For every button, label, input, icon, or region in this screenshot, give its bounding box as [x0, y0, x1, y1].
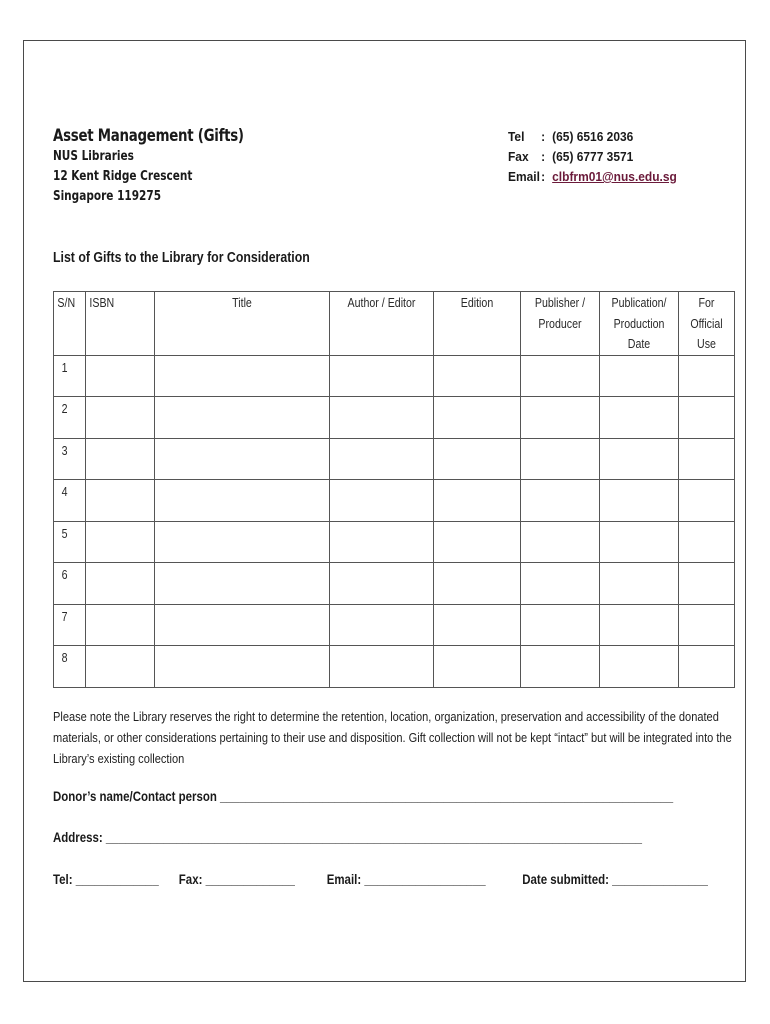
table-cell[interactable]: [155, 646, 330, 688]
donor-name-field[interactable]: Donor’s name/Contact person _______________________________________________________________________: [53, 789, 674, 804]
form-page: [23, 40, 746, 982]
table-row: [54, 480, 735, 522]
address-field[interactable]: Address: ____________________________________________________________________________________: [53, 830, 643, 845]
column-header-label: S/N: [57, 296, 76, 310]
table-cell[interactable]: [86, 480, 155, 522]
list-heading: List of Gifts to the Library for Consideration: [53, 250, 310, 266]
table-cell[interactable]: [679, 397, 735, 439]
column-header-publication-date: [600, 292, 679, 356]
table-cell[interactable]: [521, 521, 600, 563]
table-cell[interactable]: [600, 438, 679, 480]
table-cell[interactable]: [521, 355, 600, 397]
row-number-cell: [54, 480, 86, 522]
row-number-cell: [54, 397, 86, 439]
organization-block: [53, 125, 265, 207]
table-cell[interactable]: [330, 646, 434, 688]
table-cell[interactable]: [330, 355, 434, 397]
table-cell[interactable]: [521, 480, 600, 522]
table-cell[interactable]: [521, 646, 600, 688]
contact-label: Email: [508, 169, 540, 184]
table-row: [54, 563, 735, 605]
table-cell[interactable]: [679, 355, 735, 397]
column-header-label: Author / Editor: [347, 296, 416, 310]
table-cell[interactable]: [434, 604, 521, 646]
row-number-cell: [54, 438, 86, 480]
table-cell[interactable]: [521, 563, 600, 605]
row-number: 8: [61, 651, 68, 665]
row-number-cell: [54, 563, 86, 605]
contact-fax: [508, 147, 677, 167]
table-cell[interactable]: [434, 521, 521, 563]
address-line-1: NUS Libraries: [53, 149, 134, 164]
table-cell[interactable]: [155, 397, 330, 439]
table-cell[interactable]: [600, 563, 679, 605]
column-header-edition: [434, 292, 521, 356]
row-number-cell: [54, 646, 86, 688]
table-cell[interactable]: [679, 604, 735, 646]
table-cell[interactable]: [330, 480, 434, 522]
table-cell[interactable]: [86, 563, 155, 605]
table-cell[interactable]: [155, 563, 330, 605]
fax-field[interactable]: Fax: ______________: [178, 872, 295, 887]
table-cell[interactable]: [434, 646, 521, 688]
row-number: 6: [61, 568, 68, 582]
table-row: [54, 355, 735, 397]
table-cell[interactable]: [330, 397, 434, 439]
contact-label: Tel: [508, 129, 525, 144]
table-cell[interactable]: [434, 355, 521, 397]
table-row: [54, 521, 735, 563]
table-header-row: [54, 292, 735, 356]
column-header-label: For Official Use: [690, 296, 723, 351]
tel-field[interactable]: Tel: _____________: [53, 872, 159, 887]
table-cell[interactable]: [679, 480, 735, 522]
table-cell[interactable]: [434, 397, 521, 439]
column-header-label: Edition: [460, 296, 494, 310]
row-number: 7: [61, 609, 68, 624]
table-cell[interactable]: [600, 355, 679, 397]
email-field[interactable]: Email: ___________________: [326, 872, 486, 887]
table-cell[interactable]: [679, 438, 735, 480]
table-cell[interactable]: [600, 480, 679, 522]
contact-tel: [508, 127, 677, 147]
column-header-label: Publisher / Producer: [534, 296, 586, 331]
row-number: 1: [61, 360, 68, 375]
table-cell[interactable]: [86, 646, 155, 688]
table-cell[interactable]: [330, 521, 434, 563]
contact-value: (65) 6516 2036: [552, 129, 634, 144]
table-row: [54, 438, 735, 480]
table-cell[interactable]: [86, 438, 155, 480]
table-row: [54, 646, 735, 688]
table-cell[interactable]: [434, 438, 521, 480]
table-cell[interactable]: [600, 646, 679, 688]
table-cell[interactable]: [155, 480, 330, 522]
table-cell[interactable]: [86, 397, 155, 439]
table-cell[interactable]: [86, 521, 155, 563]
table-cell[interactable]: [330, 563, 434, 605]
contact-value: (65) 6777 3571: [552, 149, 634, 164]
row-number: 2: [61, 402, 68, 416]
table-cell[interactable]: [521, 604, 600, 646]
column-header-title: [155, 292, 330, 356]
table-cell[interactable]: [521, 397, 600, 439]
table-cell[interactable]: [155, 604, 330, 646]
table-cell[interactable]: [679, 563, 735, 605]
table-cell[interactable]: [679, 646, 735, 688]
contact-block: [508, 127, 691, 187]
column-header-label: Title: [232, 296, 252, 310]
row-number-cell: [54, 604, 86, 646]
row-number: 3: [61, 443, 68, 458]
row-number-cell: [54, 521, 86, 563]
row-number: 4: [61, 485, 68, 499]
column-header-publisher: [521, 292, 600, 356]
column-header-label: Publication/ Production Date: [611, 296, 667, 351]
table-cell[interactable]: [521, 438, 600, 480]
row-number: 5: [61, 526, 68, 541]
address-line-3: Singapore 119275: [53, 189, 162, 204]
form-title: Asset Management (Gifts): [53, 126, 244, 145]
table-cell[interactable]: [155, 438, 330, 480]
table-cell[interactable]: [86, 604, 155, 646]
date-submitted-field[interactable]: Date submitted: _______________: [522, 872, 708, 887]
table-cell[interactable]: [679, 521, 735, 563]
disclaimer-notice: Please note the Library reserves the right to determine the retention, location, organization, preservation and accessibility of the donated materials, or other considerations pertaining to their use and disposition. Gift collection will not be kept “intact” but will be integrated into the Library’s existing collection: [53, 709, 732, 766]
table-cell[interactable]: [86, 355, 155, 397]
contact-sep: :: [541, 129, 546, 144]
contact-email: [508, 167, 677, 187]
contact-sep: :: [541, 149, 546, 164]
column-header-label: ISBN: [89, 296, 115, 310]
table-cell[interactable]: [155, 355, 330, 397]
contact-sep: :: [541, 169, 546, 184]
address-line-2: 12 Kent Ridge Crescent: [53, 169, 193, 184]
gifts-table: [53, 291, 735, 688]
table-cell[interactable]: [434, 480, 521, 522]
column-header-author: [330, 292, 434, 356]
table-cell[interactable]: [434, 563, 521, 605]
contact-fields-row: [53, 872, 733, 887]
table-cell[interactable]: [330, 604, 434, 646]
email-link[interactable]: clbfrm01@nus.edu.sg: [552, 169, 677, 184]
contact-label: Fax: [508, 149, 529, 164]
table-cell[interactable]: [330, 438, 434, 480]
table-row: [54, 397, 735, 439]
row-number-cell: [54, 355, 86, 397]
column-header-sn: [54, 292, 86, 356]
table-cell[interactable]: [600, 521, 679, 563]
column-header-isbn: [86, 292, 155, 356]
table-cell[interactable]: [155, 521, 330, 563]
table-cell[interactable]: [600, 397, 679, 439]
column-header-official-use: [679, 292, 735, 356]
table-cell[interactable]: [600, 604, 679, 646]
table-row: [54, 604, 735, 646]
